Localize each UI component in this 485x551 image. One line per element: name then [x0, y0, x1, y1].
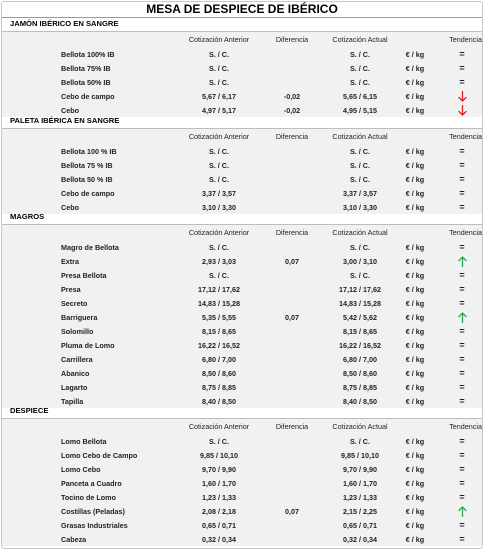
price-unit: € / kg	[405, 49, 425, 59]
equal-icon: =	[459, 381, 465, 392]
price-unit: € / kg	[405, 326, 425, 336]
price-current: S. / C.	[350, 436, 370, 446]
trend-cell	[438, 172, 485, 186]
price-current: S. / C.	[350, 160, 370, 170]
section-title: PALETA IBÉRICA EN SANGRE	[2, 114, 482, 129]
price-current: 6,80 / 7,00	[343, 354, 377, 364]
price-unit: € / kg	[405, 242, 425, 252]
price-previous: 1,23 / 1,33	[202, 492, 236, 502]
price-previous: S. / C.	[209, 146, 229, 156]
section-title: DESPIECE	[2, 404, 482, 419]
product-name: Cebo de campo	[61, 188, 115, 198]
section-0	[2, 17, 482, 117]
price-previous: 2,93 / 3,03	[202, 256, 236, 266]
price-unit: € / kg	[405, 202, 425, 212]
trend-cell	[438, 338, 485, 352]
price-difference	[268, 296, 316, 310]
price-unit: € / kg	[405, 298, 425, 308]
equal-icon: =	[459, 159, 465, 170]
table-row	[2, 47, 482, 61]
equal-icon: =	[459, 76, 465, 87]
price-difference	[268, 490, 316, 504]
price-previous: 5,67 / 6,17	[202, 91, 236, 101]
price-previous: S. / C.	[209, 77, 229, 87]
table-row	[2, 172, 482, 186]
price-unit: € / kg	[405, 270, 425, 280]
price-difference: -0,02	[283, 105, 301, 115]
price-unit: € / kg	[405, 284, 425, 294]
price-previous: 8,75 / 8,85	[202, 382, 236, 392]
product-name: Cebo	[61, 202, 79, 212]
table-row	[2, 338, 482, 352]
table-row	[2, 532, 482, 546]
price-current: 16,22 / 16,52	[339, 340, 381, 350]
price-difference: 0,07	[285, 312, 299, 322]
price-previous: S. / C.	[209, 270, 229, 280]
product-name: Bellota 50% IB	[61, 77, 111, 87]
price-difference	[268, 518, 316, 532]
header-diferencia: Diferencia	[275, 228, 309, 237]
trend-cell	[438, 380, 485, 394]
table-row	[2, 282, 482, 296]
price-unit: € / kg	[405, 174, 425, 184]
price-unit: € / kg	[405, 63, 425, 73]
price-difference	[268, 268, 316, 282]
header-cotizacion-anterior: Cotización Anterior	[188, 35, 250, 44]
arrow-up-icon	[458, 506, 467, 517]
trend-cell	[438, 296, 485, 310]
table-row	[2, 476, 482, 490]
header-diferencia: Diferencia	[275, 132, 309, 141]
equal-icon: =	[459, 187, 465, 198]
product-name: Grasas Industriales	[61, 520, 128, 530]
price-previous: 4,97 / 5,17	[202, 105, 236, 115]
trend-cell	[438, 504, 485, 518]
price-current: S. / C.	[350, 174, 370, 184]
trend-cell	[438, 324, 485, 338]
price-previous: S. / C.	[209, 174, 229, 184]
product-name: Pluma de Lomo	[61, 340, 115, 350]
product-name: Abanico	[61, 368, 90, 378]
equal-icon: =	[459, 353, 465, 364]
column-headers	[2, 129, 482, 144]
price-previous: 17,12 / 17,62	[198, 284, 240, 294]
header-cotizacion-anterior: Cotización Anterior	[188, 132, 250, 141]
price-unit: € / kg	[405, 105, 425, 115]
price-unit: € / kg	[405, 146, 425, 156]
price-unit: € / kg	[405, 256, 425, 266]
table-row	[2, 490, 482, 504]
price-unit: € / kg	[405, 396, 425, 406]
table-row	[2, 268, 482, 282]
price-current: 2,15 / 2,25	[343, 506, 377, 516]
price-previous: 9,85 / 10,10	[200, 450, 238, 460]
arrow-up-icon	[458, 256, 467, 267]
trend-cell	[438, 532, 485, 546]
price-current: 0,65 / 0,71	[343, 520, 377, 530]
price-current: S. / C.	[350, 242, 370, 252]
table-row	[2, 254, 482, 268]
equal-icon: =	[459, 297, 465, 308]
equal-icon: =	[459, 201, 465, 212]
trend-cell	[438, 518, 485, 532]
equal-icon: =	[459, 339, 465, 350]
price-difference	[268, 338, 316, 352]
price-previous: 9,70 / 9,90	[202, 464, 236, 474]
price-current: 1,23 / 1,33	[343, 492, 377, 502]
price-previous: 8,15 / 8,65	[202, 326, 236, 336]
price-previous: 0,65 / 0,71	[202, 520, 236, 530]
price-current: 17,12 / 17,62	[339, 284, 381, 294]
product-name: Tocino de Lomo	[61, 492, 116, 502]
table-row	[2, 240, 482, 254]
product-name: Secreto	[61, 298, 88, 308]
trend-cell	[438, 75, 485, 89]
table-row	[2, 462, 482, 476]
product-name: Cabeza	[61, 534, 87, 544]
price-unit: € / kg	[405, 534, 425, 544]
product-name: Extra	[61, 256, 79, 266]
price-current: S. / C.	[350, 270, 370, 280]
price-current: 5,65 / 6,15	[343, 91, 377, 101]
price-difference	[268, 240, 316, 254]
price-previous: 5,35 / 5,55	[202, 312, 236, 322]
equal-icon: =	[459, 435, 465, 446]
trend-cell	[438, 490, 485, 504]
price-unit: € / kg	[405, 188, 425, 198]
price-difference: -0,02	[283, 91, 301, 101]
table-row	[2, 380, 482, 394]
product-name: Bellota 75 % IB	[61, 160, 113, 170]
arrow-down-icon	[458, 91, 467, 102]
equal-icon: =	[459, 325, 465, 336]
table-row	[2, 324, 482, 338]
price-difference: 0,07	[285, 506, 299, 516]
price-difference	[268, 144, 316, 158]
header-tendencia: Tendencia	[449, 228, 482, 237]
equal-icon: =	[459, 367, 465, 378]
price-unit: € / kg	[405, 520, 425, 530]
trend-cell	[438, 282, 485, 296]
price-difference	[268, 476, 316, 490]
equal-icon: =	[459, 283, 465, 294]
price-current: 8,50 / 8,60	[343, 368, 377, 378]
price-unit: € / kg	[405, 368, 425, 378]
price-current: 8,15 / 8,65	[343, 326, 377, 336]
table-row	[2, 296, 482, 310]
price-difference	[268, 186, 316, 200]
header-cotizacion-actual: Cotización Actual	[332, 422, 388, 431]
price-unit: € / kg	[405, 492, 425, 502]
price-difference	[268, 61, 316, 75]
price-current: 1,60 / 1,70	[343, 478, 377, 488]
price-difference	[268, 324, 316, 338]
table-row	[2, 310, 482, 324]
price-previous: 2,08 / 2,18	[202, 506, 236, 516]
equal-icon: =	[459, 519, 465, 530]
equal-icon: =	[459, 533, 465, 544]
section-3	[2, 404, 482, 546]
table-row	[2, 186, 482, 200]
price-current: 9,85 / 10,10	[341, 450, 379, 460]
price-previous: S. / C.	[209, 436, 229, 446]
price-previous: S. / C.	[209, 242, 229, 252]
trend-cell	[438, 89, 485, 103]
equal-icon: =	[459, 449, 465, 460]
price-current: 4,95 / 5,15	[343, 105, 377, 115]
price-previous: 3,37 / 3,57	[202, 188, 236, 198]
price-unit: € / kg	[405, 436, 425, 446]
price-difference	[268, 352, 316, 366]
product-name: Costillas (Peladas)	[61, 506, 125, 516]
price-difference	[268, 434, 316, 448]
section-title: JAMÓN IBÉRICO EN SANGRE	[2, 17, 482, 32]
column-headers	[2, 32, 482, 47]
price-unit: € / kg	[405, 450, 425, 460]
section-title: MAGROS	[2, 210, 482, 225]
product-name: Bellota 100 % IB	[61, 146, 117, 156]
column-headers	[2, 225, 482, 240]
price-previous: 8,50 / 8,60	[202, 368, 236, 378]
trend-cell	[438, 47, 485, 61]
header-tendencia: Tendencia	[449, 422, 482, 431]
trend-cell	[438, 158, 485, 172]
product-name: Presa	[61, 284, 81, 294]
price-current: 3,00 / 3,10	[343, 256, 377, 266]
equal-icon: =	[459, 395, 465, 406]
trend-cell	[438, 462, 485, 476]
table-row	[2, 518, 482, 532]
header-cotizacion-actual: Cotización Actual	[332, 228, 388, 237]
header-cotizacion-actual: Cotización Actual	[332, 132, 388, 141]
price-previous: S. / C.	[209, 160, 229, 170]
product-name: Cebo	[61, 105, 79, 115]
price-previous: 3,10 / 3,30	[202, 202, 236, 212]
price-previous: 1,60 / 1,70	[202, 478, 236, 488]
header-cotizacion-anterior: Cotización Anterior	[188, 422, 250, 431]
price-current: S. / C.	[350, 77, 370, 87]
price-previous: 0,32 / 0,34	[202, 534, 236, 544]
price-previous: 14,83 / 15,28	[198, 298, 240, 308]
price-current: 5,42 / 5,62	[343, 312, 377, 322]
trend-cell	[438, 240, 485, 254]
header-tendencia: Tendencia	[449, 132, 482, 141]
trend-cell	[438, 366, 485, 380]
equal-icon: =	[459, 173, 465, 184]
table-row	[2, 158, 482, 172]
price-previous: S. / C.	[209, 63, 229, 73]
product-name: Tapilla	[61, 396, 84, 406]
price-current: 0,32 / 0,34	[343, 534, 377, 544]
price-current: S. / C.	[350, 63, 370, 73]
trend-cell	[438, 144, 485, 158]
price-difference: 0,07	[285, 256, 299, 266]
price-unit: € / kg	[405, 312, 425, 322]
table-row	[2, 89, 482, 103]
price-unit: € / kg	[405, 382, 425, 392]
table-row	[2, 366, 482, 380]
equal-icon: =	[459, 62, 465, 73]
price-difference	[268, 532, 316, 546]
table-row	[2, 434, 482, 448]
price-unit: € / kg	[405, 91, 425, 101]
price-current: 8,75 / 8,85	[343, 382, 377, 392]
equal-icon: =	[459, 491, 465, 502]
equal-icon: =	[459, 269, 465, 280]
price-difference	[268, 282, 316, 296]
arrow-up-icon	[458, 312, 467, 323]
table-row	[2, 504, 482, 518]
trend-cell	[438, 254, 485, 268]
table-row	[2, 144, 482, 158]
table-row	[2, 61, 482, 75]
product-name: Lomo Bellota	[61, 436, 107, 446]
trend-cell	[438, 476, 485, 490]
price-current: S. / C.	[350, 49, 370, 59]
price-current: 3,37 / 3,57	[343, 188, 377, 198]
trend-cell	[438, 352, 485, 366]
equal-icon: =	[459, 241, 465, 252]
page-title: MESA DE DESPIECE DE IBÉRICO	[2, 2, 482, 18]
table-row	[2, 448, 482, 462]
price-unit: € / kg	[405, 354, 425, 364]
price-unit: € / kg	[405, 340, 425, 350]
price-difference	[268, 366, 316, 380]
product-name: Lomo Cebo de Campo	[61, 450, 138, 460]
product-name: Bellota 100% IB	[61, 49, 115, 59]
price-current: 8,40 / 8,50	[343, 396, 377, 406]
price-current: 14,83 / 15,28	[339, 298, 381, 308]
equal-icon: =	[459, 48, 465, 59]
trend-cell	[438, 61, 485, 75]
header-diferencia: Diferencia	[275, 422, 309, 431]
trend-cell	[438, 186, 485, 200]
trend-cell	[438, 434, 485, 448]
product-name: Lomo Cebo	[61, 464, 101, 474]
column-headers	[2, 419, 482, 434]
price-previous: 6,80 / 7,00	[202, 354, 236, 364]
price-difference	[268, 158, 316, 172]
product-name: Barriguera	[61, 312, 98, 322]
equal-icon: =	[459, 145, 465, 156]
product-name: Bellota 75% IB	[61, 63, 111, 73]
price-difference	[268, 380, 316, 394]
equal-icon: =	[459, 477, 465, 488]
product-name: Carrillera	[61, 354, 93, 364]
price-difference	[268, 462, 316, 476]
price-difference	[268, 47, 316, 61]
price-current: S. / C.	[350, 146, 370, 156]
price-unit: € / kg	[405, 77, 425, 87]
price-previous: 16,22 / 16,52	[198, 340, 240, 350]
price-unit: € / kg	[405, 506, 425, 516]
price-unit: € / kg	[405, 160, 425, 170]
section-2	[2, 210, 482, 408]
header-diferencia: Diferencia	[275, 35, 309, 44]
header-cotizacion-actual: Cotización Actual	[332, 35, 388, 44]
product-name: Magro de Bellota	[61, 242, 119, 252]
trend-cell	[438, 310, 485, 324]
header-tendencia: Tendencia	[449, 35, 482, 44]
product-name: Bellota 50 % IB	[61, 174, 113, 184]
product-name: Presa Bellota	[61, 270, 107, 280]
section-1	[2, 114, 482, 214]
table-row	[2, 352, 482, 366]
trend-cell	[438, 268, 485, 282]
product-name: Lagarto	[61, 382, 88, 392]
header-cotizacion-anterior: Cotización Anterior	[188, 228, 250, 237]
price-current: 9,70 / 9,90	[343, 464, 377, 474]
trend-cell	[438, 448, 485, 462]
product-name: Cebo de campo	[61, 91, 115, 101]
price-previous: S. / C.	[209, 49, 229, 59]
price-unit: € / kg	[405, 478, 425, 488]
product-name: Solomillo	[61, 326, 94, 336]
equal-icon: =	[459, 463, 465, 474]
price-previous: 8,40 / 8,50	[202, 396, 236, 406]
price-difference	[268, 75, 316, 89]
price-unit: € / kg	[405, 464, 425, 474]
price-current: 3,10 / 3,30	[343, 202, 377, 212]
price-difference	[268, 172, 316, 186]
product-name: Panceta a Cuadro	[61, 478, 122, 488]
price-difference	[268, 448, 316, 462]
table-row	[2, 75, 482, 89]
